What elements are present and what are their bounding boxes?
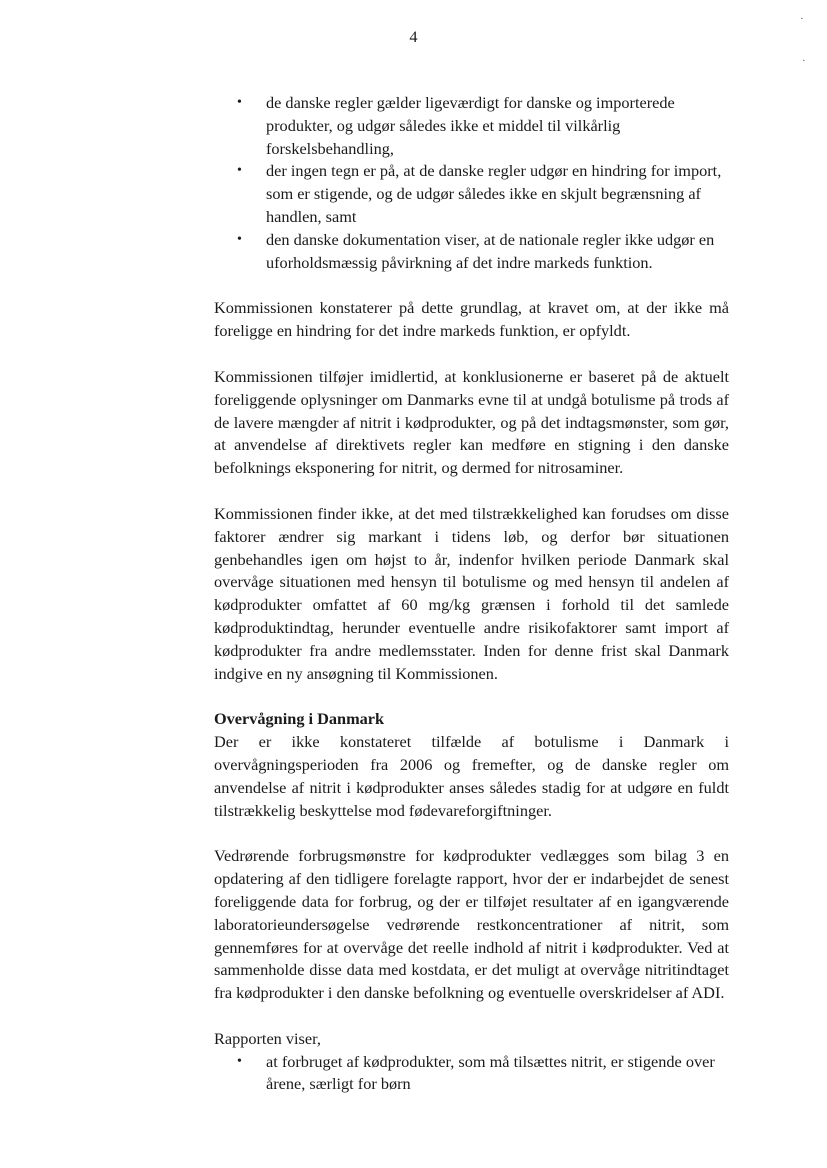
scan-speck: · bbox=[802, 55, 806, 67]
bullet-list-bottom bbox=[214, 1051, 729, 1097]
page-number: 4 bbox=[409, 27, 418, 46]
paragraph: Kommissionen finder ikke, at det med tilstrækkelighed kan forudses om disse faktorer ændrer sig markant i tidens løb, og derfor bør situationen genbehandles igen om højst to år, indenfor hvilken periode Danmark skal overvåge situationen med hensyn til botulisme og med hensyn til andelen af kødprodukter omfattet af 60 mg/kg grænsen i forhold til det samlede kødproduktindtag, herunder eventuelle andre risikofaktorer samt import af kødprodukter fra andre medlemsstater. Inden for denne frist skal Danmark indgive en ny ansøgning til Kommissionen. bbox=[214, 503, 729, 683]
paragraph: Rapporten viser, bbox=[214, 1028, 321, 1048]
list-item: • de danske regler gælder ligeværdigt for danske og importerede produkter, og udgør således ikke et middel til vilkårlig forskelsbehandling, bbox=[214, 92, 729, 160]
scan-speck: · bbox=[800, 13, 804, 25]
section-heading: Overvågning i Danmark bbox=[214, 709, 385, 729]
document-body bbox=[214, 92, 729, 1096]
list-item: • den danske dokumentation viser, at de nationale regler ikke udgør en uforholdsmæssig påvirkning af det indre markeds funktion. bbox=[214, 229, 729, 275]
bullet-list-top bbox=[214, 92, 729, 274]
paragraph: Kommissionen tilføjer imidlertid, at konklusionerne er baseret på de aktuelt foreliggende oplysninger om Danmarks evne til at undgå botulisme på trods af de lavere mængder af nitrit i kødprodukter, og på det indtagsmønster, som gør, at anvendelse af direktivets regler kan medføre en stigning i den danske befolknings eksponering for nitrit, og dermed for nitrosaminer. bbox=[214, 366, 729, 478]
paragraph: Der er ikke konstateret tilfælde af botulisme i Danmark i overvågningsperioden fra 2006 og fremefter, og de danske regler om anvendelse af nitrit i kødprodukter anses således stadig for at udgøre en fuldt tilstrækkelig beskyttelse mod fødevareforgiftninger. bbox=[214, 732, 729, 820]
paragraph: Vedrørende forbrugsmønstre for kødprodukter vedlægges som bilag 3 en opdatering af den tidligere forelagte rapport, hvor der er indarbejdet de senest foreliggende data for forbrug, og der er tilføjet resultater af en igangværende laboratorieundersøgelse vedrørende restkoncentrationer af nitrit, som gennemføres for at overvåge det reelle indhold af nitrit i kødprodukter. Ved at sammenholde disse data med kostdata, er det muligt at overvåge nitritindtaget fra kødprodukter i den danske befolkning og eventuelle overskridelser af ADI. bbox=[214, 846, 729, 1003]
list-item: • der ingen tegn er på, at de danske regler udgør en hindring for import, som er stigende, og de udgør således ikke en skjult begrænsning af handlen, samt bbox=[214, 160, 729, 228]
paragraph: Kommissionen konstaterer på dette grundlag, at kravet om, at der ikke må foreligge en hindring for det indre markeds funktion, er opfyldt. bbox=[214, 298, 729, 341]
list-item: • at forbruget af kødprodukter, som må tilsættes nitrit, er stigende over årene, særligt for børn bbox=[214, 1051, 729, 1097]
